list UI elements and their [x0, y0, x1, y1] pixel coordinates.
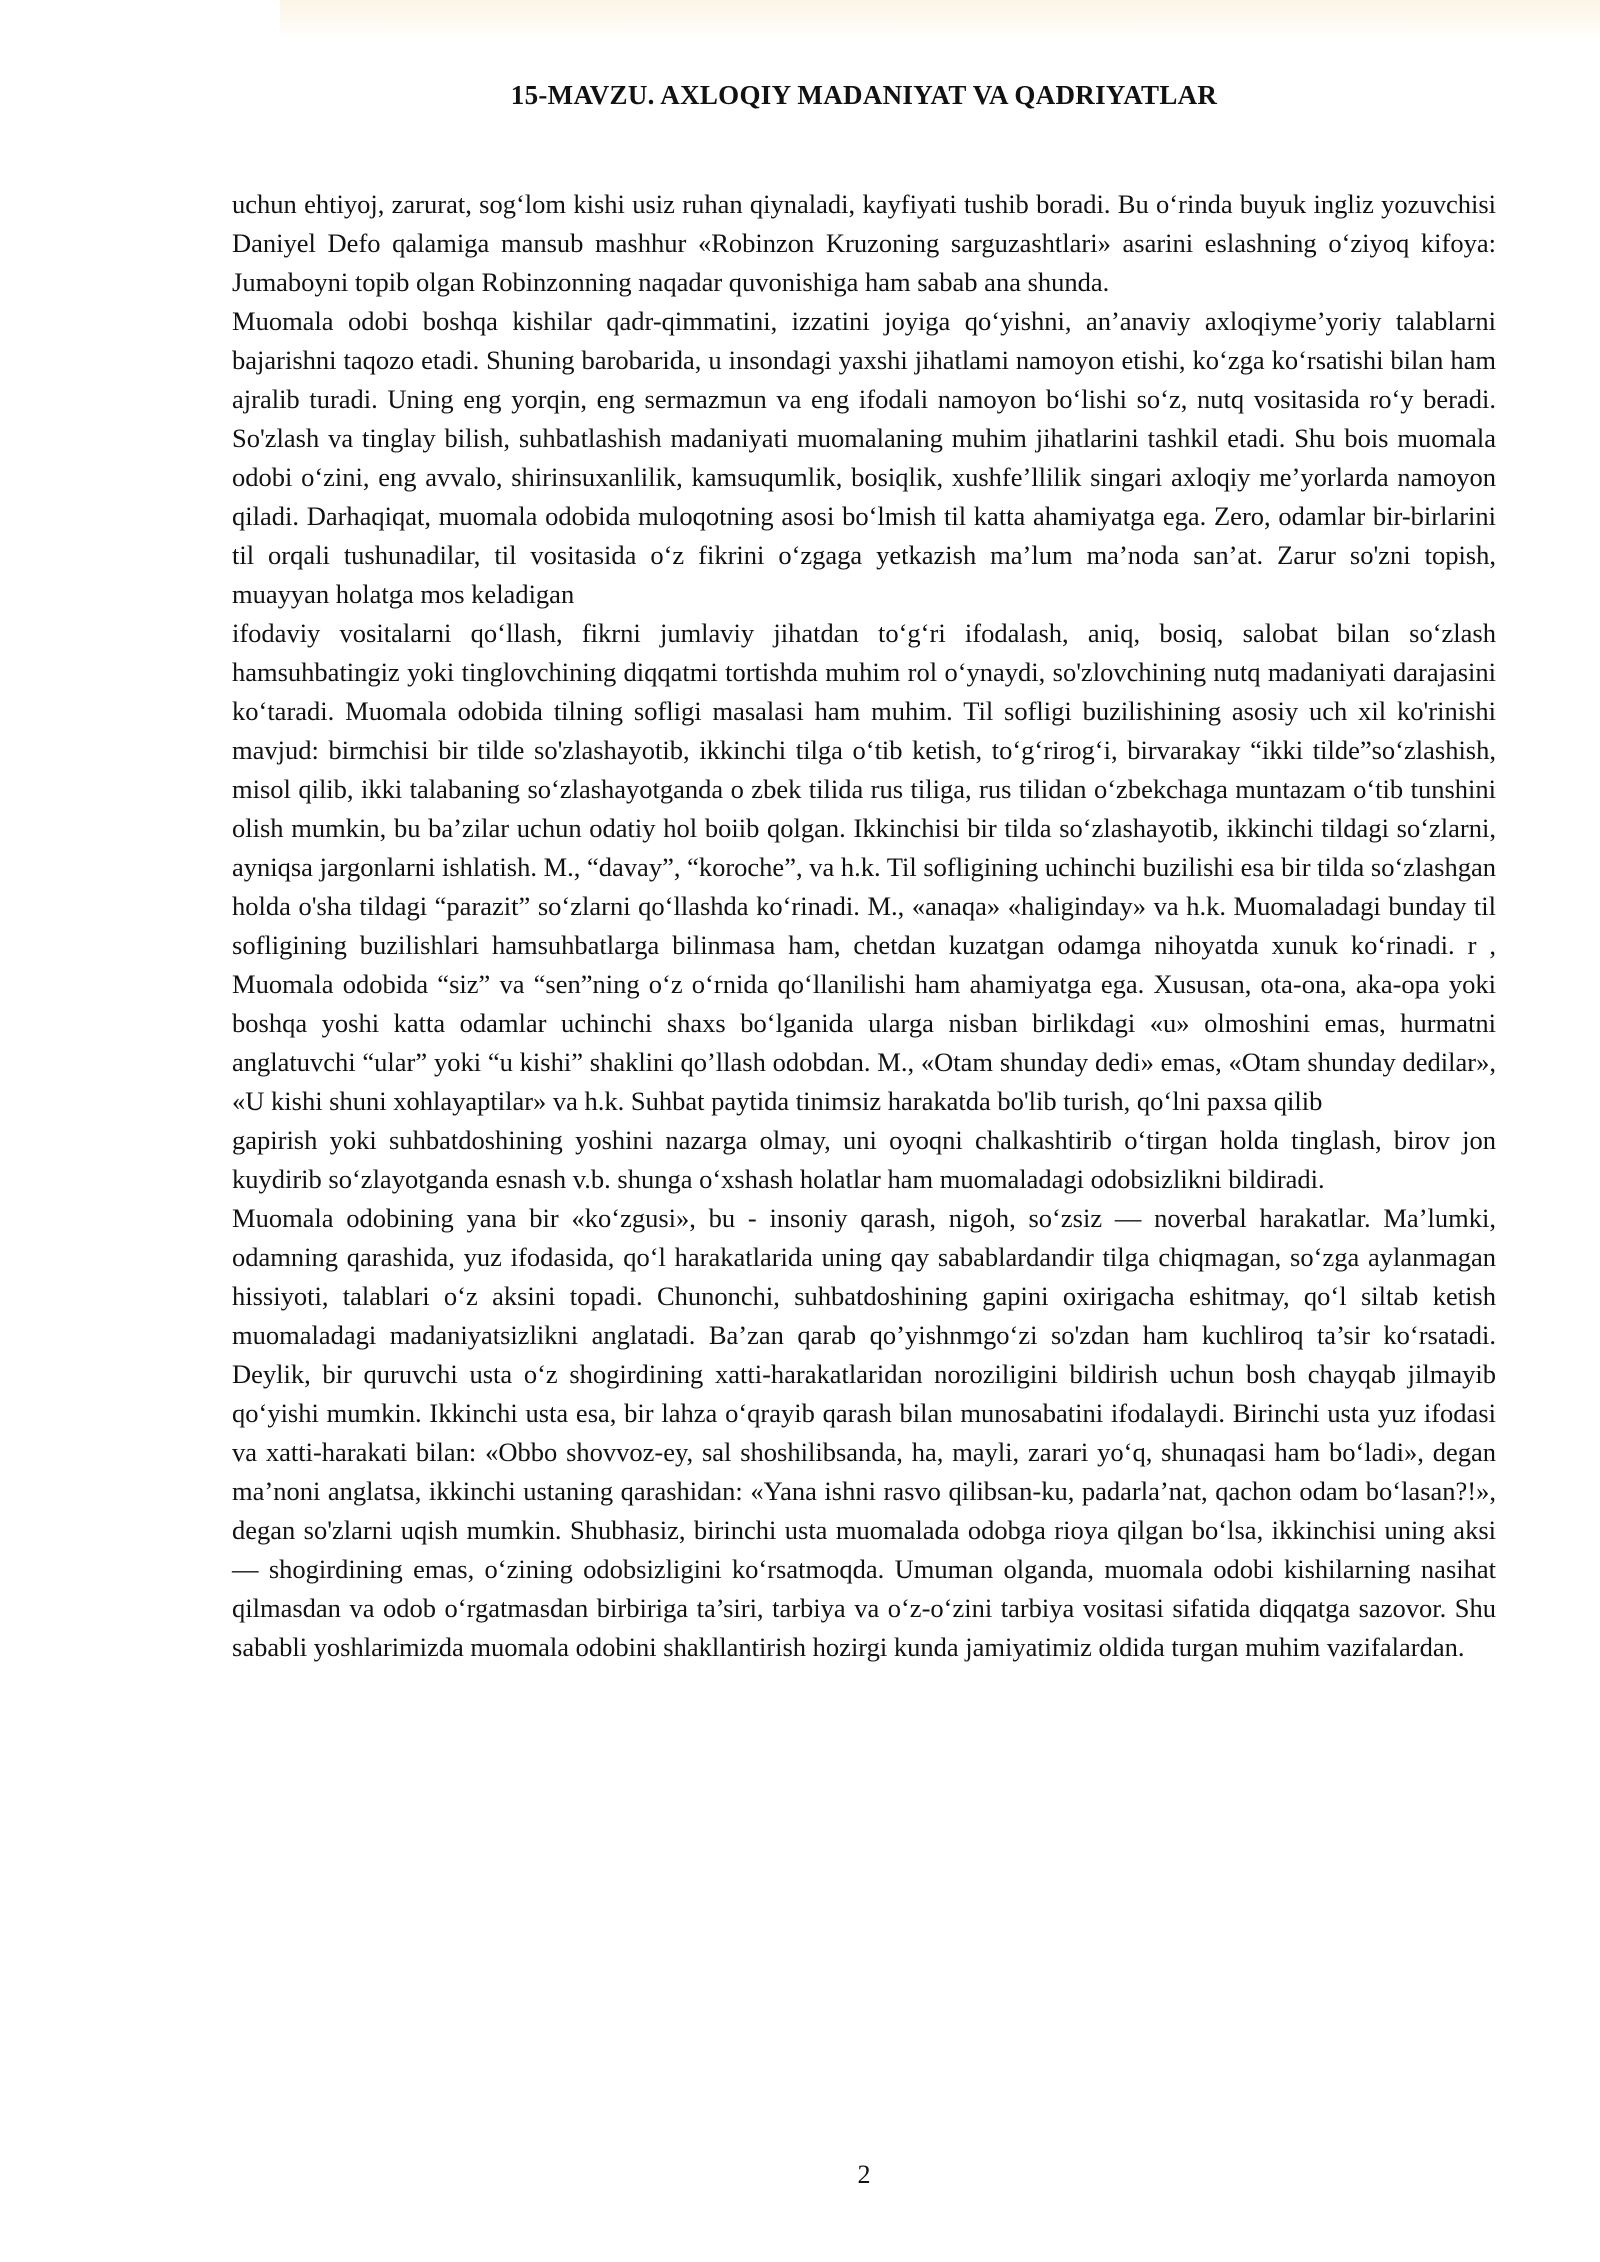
paragraph: Muomala odobi boshqa kishilar qadr-qimmatini, izzatini joyiga qoʻyishni, an’anaviy axloqiyme’yoriy talablarni bajarishni taqozo etadi. Shuning barobarida, u insondagi yaxshi jihatlami namoyon etishi, koʻzga koʻrsatishi bilan ham ajralib turadi. Uning eng yorqin, eng sermazmun va eng ifodali namoyon boʻlishi soʻz, nutq vositasida roʻy beradi. So'zlash va tinglay bilish, suhbatlashish madaniyati muomalaning muhim jihatlarini tashkil etadi. Shu bois muomala odobi oʻzini, eng avvalo, shirinsuxanlilik, kamsuqumlik, bosiqlik, xushfe’llilik singari axloqiy me’yorlarda namoyon qiladi. Darhaqiqat, muomala odobida muloqotning asosi boʻlmish til katta ahamiyatga ega. Zero, odamlar bir-birlarini til orqali tushunadilar, til vositasida oʻz fikrini oʻzgaga yetkazish ma’lum ma’noda san’at. Zarur so'zni topish, muayyan holatga mos keladigan	[232, 306, 1496, 609]
paragraph: gapirish yoki suhbatdoshining yoshini nazarga olmay, uni oyoqni chalkashtirib oʻtirgan holda tinglash, birov jon kuydirib soʻzlayotganda esnash v.b. shunga oʻxshash holatlar ham muomaladagi odobsizlikni bildiradi.	[232, 1125, 1496, 1194]
paragraph: Muomala odobining yana bir «koʻzgusi», bu - insoniy qarash, nigoh, soʻzsiz — noverbal harakatlar. Ma’lumki, odamning qarashida, yuz ifodasida, qoʻl harakatlarida uning qay sabablardandir tilga chiqmagan, soʻzga aylanmagan hissiyoti, talablari oʻz aksini topadi. Chunonchi, suhbatdoshining gapini oxirigacha eshitmay, qoʻl siltab ketish muomaladagi madaniyatsizlikni anglatadi. Ba’zan qarab qo’yishnmgo‘zi so'zdan ham kuchliroq ta’sir ko‘rsatadi. Deylik, bir quruvchi usta oʻz shogirdining xatti-harakatlaridan noroziligini bildirish uchun bosh chayqab jilmayib qoʻyishi mumkin. Ikkinchi usta esa, bir lahza oʻqrayib qarash bilan munosabatini ifodalaydi. Birinchi usta yuz ifodasi va xatti-harakati bilan: «Obbo shovvoz-ey, sal shoshilibsanda, ha, mayli, zarari yoʻq, shunaqasi ham boʻladi», degan ma’noni anglatsa, ikkinchi ustaning qarashidan: «Yana ishni rasvo qilibsan-ku, padarla’nat, qachon odam boʻlasan?!», degan so'zlarni uqish mumkin. Shubhasiz, birinchi usta muomalada odobga rioya qilgan boʻlsa, ikkinchisi uning aksi — shogirdining emas, oʻzining odobsizligini koʻrsatmoqda. Umuman olganda, muomala odobi kishilarning nasihat qilmasdan va odob oʻrgatmasdan birbiriga ta’siri, tarbiya va oʻz-oʻzini tarbiya vositasi sifatida diqqatga sazovor. Shu sababli yoshlarimizda muomala odobini shakllantirish hozirgi kunda jamiyatimiz oldida turgan muhim vazifalardan.	[232, 1203, 1496, 1662]
page-number: 2	[857, 2160, 871, 2189]
page-content	[232, 80, 1496, 1667]
document-body	[232, 185, 1496, 1667]
paragraph: uchun ehtiyoj, zarurat, sogʻlom kishi usiz ruhan qiynaladi, kayfiyati tushib boradi. Bu oʻrinda buyuk ingliz yozuvchisi Daniyel Defo qalamiga mansub mashhur «Robinzon Kruzoning sarguzashtlari» asarini eslashning oʻziyoq kifoya: Jumaboyni topib olgan Robinzonning naqadar quvonishiga ham sabab ana shunda.	[232, 189, 1496, 297]
paragraph: ifodaviy vositalarni qoʻllash, fikrni jumlaviy jihatdan toʻgʻri ifodalash, aniq, bosiq, salobat bilan soʻzlash hamsuhbatingiz yoki tinglovchining diqqatmi tortishda muhim rol oʻynaydi, so'zlovchining nutq madaniyati darajasini koʻtaradi. Muomala odobida tilning sofligi masalasi ham muhim. Til sofligi buzilishining asosiy uch xil ko'rinishi mavjud: birmchisi bir tilde so'zlashayotib, ikkinchi tilga oʻtib ketish, toʻgʻrirogʻi, birvarakay “ikki tilde”soʻzlashish, misol qilib, ikki talabaning soʻzlashayotganda o zbek tilida rus tiliga, rus tilidan oʻzbekchaga muntazam oʻtib tunshini olish mumkin, bu ba’zilar uchun odatiy hol boiib qolgan. Ikkinchisi bir tilda soʻzlashayotib, ikkinchi tildagi soʻzlarni, ayniqsa jargonlarni ishlatish. M., “davay”, “koroche”, va h.k. Til sofligining uchinchi buzilishi esa bir tilda soʻzlashgan holda o'sha tildagi “parazit” soʻzlarni qoʻllashda koʻrinadi. M., «anaqa» «haliginday» va h.k. Muomaladagi bunday til sofligining buzilishlari hamsuhbatlarga bilinmasa ham, chetdan kuzatgan odamga nihoyatda xunuk koʻrinadi. r , Muomala odobida “siz” va “sen”ning oʻz oʻrnida qoʻllanilishi ham ahamiyatga ega. Xususan, ota-ona, aka-opa yoki boshqa yoshi katta odamlar uchinchi shaxs boʻlganida ularga nisban birlikdagi «u» olmoshini emas, hurmatni anglatuvchi “ular” yoki “u kishi” shaklini qo’llash odobdan. M., «Otam shunday dedi» emas, «Otam shunday dedilar», «U kishi shuni xohlayaptilar» va h.k. Suhbat paytida tinimsiz harakatda bo'lib turish, qoʻlni paxsa qilib	[232, 618, 1496, 1116]
page-title: 15-MAVZU. AXLOQIY MADANIYAT VA QADRIYATLAR	[510, 80, 1218, 110]
scan-artifact	[280, 0, 1600, 42]
